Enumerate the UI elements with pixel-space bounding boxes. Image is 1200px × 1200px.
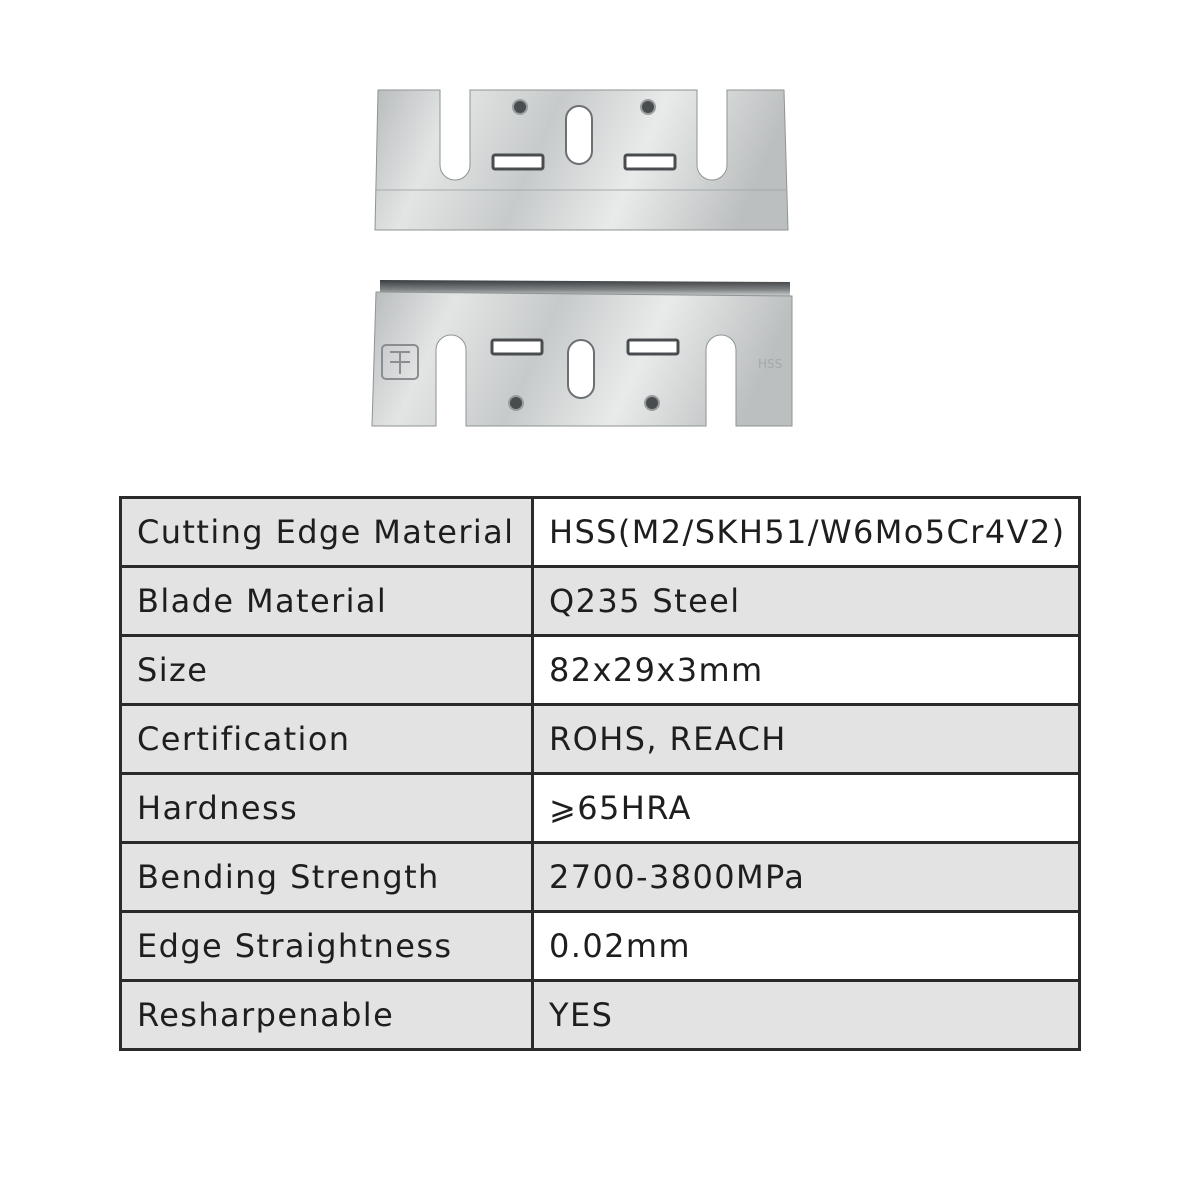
spec-label: Edge Straightness: [121, 912, 533, 981]
spec-value: HSS(M2/SKH51/W6Mo5Cr4V2): [533, 498, 1080, 567]
spec-value: 82x29x3mm: [533, 636, 1080, 705]
table-row: [121, 843, 1080, 912]
spec-label: Cutting Edge Material: [121, 498, 533, 567]
top-blade: [375, 90, 788, 230]
spec-value: 0.02mm: [533, 912, 1080, 981]
spec-label: Blade Material: [121, 567, 533, 636]
spec-label: Resharpenable: [121, 981, 533, 1050]
table-row: [121, 774, 1080, 843]
table-row: [121, 912, 1080, 981]
table-row: [121, 981, 1080, 1050]
spec-label: Size: [121, 636, 533, 705]
bottom-blade: [372, 280, 792, 426]
spec-value: Q235 Steel: [533, 567, 1080, 636]
spec-value: 2700-3800MPa: [533, 843, 1080, 912]
spec-label: Certification: [121, 705, 533, 774]
table-row: [121, 567, 1080, 636]
table-row: [121, 636, 1080, 705]
spec-label: Bending Strength: [121, 843, 533, 912]
spec-value: ⩾65HRA: [533, 774, 1080, 843]
spec-label: Hardness: [121, 774, 533, 843]
table-row: [121, 705, 1080, 774]
spec-table: [119, 496, 1081, 1051]
blade-engraving: HSS: [758, 357, 783, 371]
spec-value: ROHS, REACH: [533, 705, 1080, 774]
product-photo: [0, 0, 1200, 470]
spec-value: YES: [533, 981, 1080, 1050]
table-row: [121, 498, 1080, 567]
